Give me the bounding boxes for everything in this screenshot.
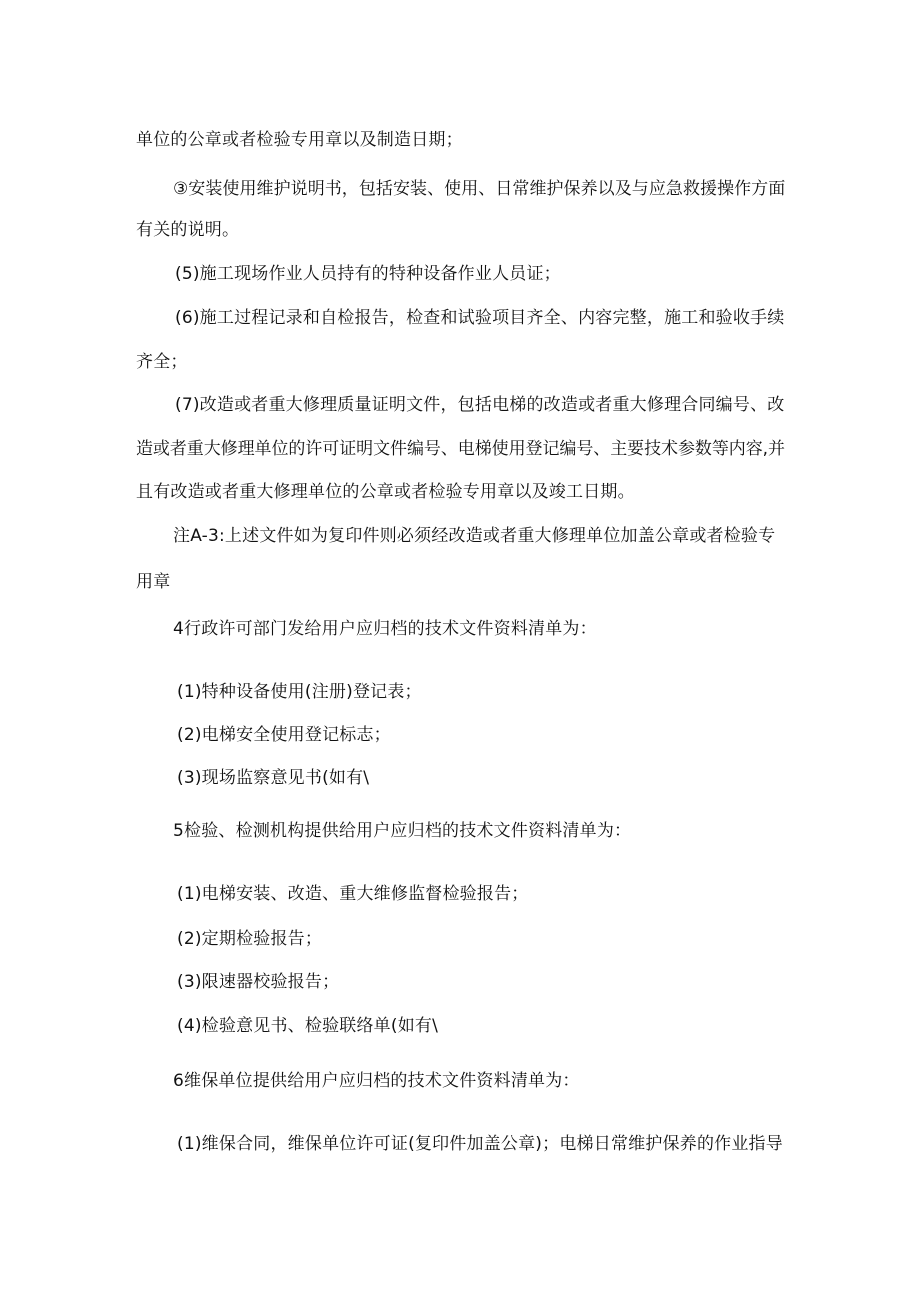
section-heading: 5检验、检测机构提供给用户应归档的技术文件资料清单为： — [173, 821, 632, 841]
text-line: 用章 — [136, 572, 171, 592]
text-line: 造或者重大修理单位的许可证明文件编号、电梯使用登记编号、主要技术参数等内容,并 — [136, 439, 785, 459]
text-line: 且有改造或者重大修理单位的公章或者检验专用章以及竣工日期。 — [136, 482, 635, 502]
list-item: (3)现场监察意见书(如有\ — [177, 768, 370, 788]
list-item: (2)定期检验报告； — [177, 929, 323, 949]
text-line: ③安装使用维护说明书，包括安装、使用、日常维护保养以及与应急救援操作方面 — [173, 179, 786, 199]
list-item: (3)限速器校验报告； — [177, 972, 340, 992]
list-item: (1)维保合同，维保单位许可证(复印件加盖公章)；电梯日常维护保养的作业指导 — [177, 1134, 783, 1154]
text-line: (5)施工现场作业人员持有的特种设备作业人员证； — [175, 264, 561, 284]
text-line: 有关的说明。 — [136, 220, 240, 240]
text-line: 单位的公章或者检验专用章以及制造日期； — [136, 130, 463, 150]
list-item: (4)检验意见书、检验联络单(如有\ — [177, 1016, 439, 1036]
text-line: (7)改造或者重大修理质量证明文件，包括电梯的改造或者重大修理合同编号、改 — [175, 395, 785, 415]
section-heading: 6维保单位提供给用户应归档的技术文件资料清单为： — [173, 1071, 580, 1091]
text-line: 注A-3:上述文件如为复印件则必须经改造或者重大修理单位加盖公章或者检验专 — [173, 526, 776, 546]
text-line: 齐全； — [136, 352, 188, 372]
text-line: (6)施工过程记录和自检报告，检查和试验项目齐全、内容完整，施工和验收手续 — [175, 308, 785, 328]
list-item: (1)特种设备使用(注册)登记表； — [177, 682, 422, 702]
list-item: (2)电梯安全使用登记标志； — [177, 725, 391, 745]
list-item: (1)电梯安装、改造、重大维修监督检验报告； — [177, 884, 529, 904]
section-heading: 4行政许可部门发给用户应归档的技术文件资料清单为： — [173, 619, 597, 639]
